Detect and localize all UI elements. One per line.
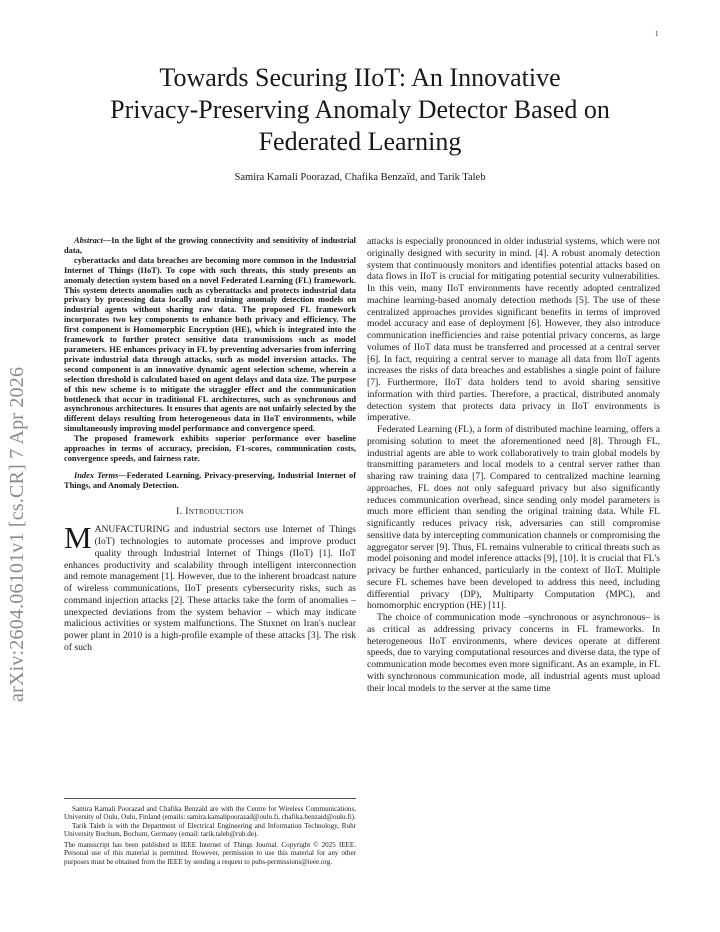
author-list: Samira Kamali Poorazad, Chafika Benzaïd, and Tarik Taleb [234,172,486,183]
abstract-text: —In the light of the growing connectivity and sensitivity of industrial data, [64,236,356,255]
left-column [64,236,356,654]
index-terms-label: Index Terms [74,470,119,480]
section-heading [64,507,356,519]
footnote-affiliation: Tarik Taleb is with the Department of Electrical Engineering and Information Technology, Ruhr University Bochum, Bochum, Germany (email: tarik.taleb@rub.de). [64,821,356,838]
abstract-text: cyberattacks and data breaches are becoming more common in the Industrial Internet of Things (IIoT). To cope with such threats, this study presents an anomaly detection system based on a novel Federated Learning (FL) framework. This system detects anomalies such as cyberattacks and protects industrial data privacy by processing data locally and training anomaly detection models on industrial agents without sharing raw data. The proposed FL framework incorporates two key components to enhance both privacy and efficiency. The first component is Homomorphic Encryption (HE), which is integrated into the framework to further protect sensitive data transmissions such as model parameters. HE enhances privacy in FL by preventing adversaries from inferring private industrial data through attacks, such as model inversion attacks. The second component is an innovative dynamic agent selection scheme, wherein a selection threshold is calculated based on agent delays and data size. The purpose of this new scheme is to mitigate the straggler effect and the communication bottleneck that occur in traditional FL architectures, such as synchronous and asynchronous architectures. It ensures that agents are not unfairly selected by the different delays resulting from heterogeneous data in IIoT environments, while simultaneously improving model performance and convergence speed. [64,255,356,434]
title-line: Privacy-Preserving Anomaly Detector Based on [110,95,610,124]
page-number: 1 [655,30,659,38]
intro-paragraph [64,520,356,653]
abstract-label: Abstract [74,236,103,245]
right-column [367,236,660,694]
abstract-text: The proposed framework exhibits superior performance over baseline approaches in terms of accuracy, precision, F1-scores, communication costs, convergence speeds, and fairness rate. [64,434,356,463]
abstract [64,236,356,464]
title-line: Towards Securing IIoT: An Innovative [159,63,561,92]
footnotes [64,798,356,866]
body-paragraph: attacks is especially pronounced in older industrial systems, which were not originally designed with security in mind. [4]. A robust anomaly detection system that continuously monitors and identifies potential attacks based on data flows in IIoT is crucial for mitigating potential security vulnerabilities. In this vein, many IIoT environments have recently adopted centralized machine learning-based anomaly detection methods [5]. The use of these centralized approaches provides significant benefits in terms of improved model accuracy and ease of deployment [6]. However, they also introduce communication inefficiencies and raise potential privacy concerns, as large volumes of IIoT data must be transferred and processed at a central server [6]. In fact, requiring a central server to manage all data from IIoT agents increases the risks of data breaches and establishes a single point of failure [7]. Furthermore, IIoT data holders tend to avoid sharing sensitive information with third parties. Therefore, a practical, distributed anomaly detection system that protects data privacy in IIoT environments is imperative. [367,236,660,424]
index-terms-text: —Federated Learning, Privacy-preserving, Industrial Internet of Things, and Anomaly Detection. [64,470,356,490]
section-numeral: I. [176,506,183,517]
arxiv-stamp: arXiv:2604.06101v1 [cs.CR] 7 Apr 2026 [6,366,28,702]
intro-text: ANUFACTURING and industrial sectors use Internet of Things (IoT) technologies to automate processes and improve product quality through Industrial Internet of Things (IIoT) [1]. IIoT enhances productivity and scalability through intelligent interconnection and remote management [1]. However, due to the inherent broadcast nature of wireless communications, IIoT presents cybersecurity risks, such as command injection attacks [2]. These attacks take the form of anomalies – unexpected deviations from the system behavior – which may indicate malicious activities or system malfunctions. The Stuxnet on Iran's nuclear power plant in 2010 is a high-profile example of these attacks [3]. The risk of such [64,524,356,653]
body-paragraph: The choice of communication mode –synchronous or asynchronous– is as critical as addressing privacy concerns in FL frameworks. In heterogeneous IIoT environments, where devices operate at different speeds, due to varying computational resources and diverse data, the type of communication mode becomes even more significant. As an example, in FL with synchronous communication mode, all industrial agents must upload their local models to the server at the same time [367,612,660,694]
title-line: Federated Learning [258,127,462,156]
section-title: Introduction [185,506,244,517]
footnote-copyright: The manuscript has been published in IEEE Internet of Things Journal. Copyright © 2025 IEEE. Personal use of this material is permitted. However, permission to use this material for any other purposes must be obtained from the IEEE by sending a request to pubs-permissions@ieee.org. [64,841,356,866]
body-paragraph: Federated Learning (FL), a form of distributed machine learning, offers a promising solution to meet the aforementioned need [8]. Through FL, industrial agents are able to work collaboratively to train global models by transmitting parameters and local models to a central server rather than sharing raw training data [7]. Compared to centralized machine learning approaches, FL does not only safeguard privacy but also significantly reduces communication overhead, since sending only model parameters is much more efficient than sending the original training data. While FL significantly reduces privacy risk, adversaries can still compromise sensitive data by intercepting communication channels or compromising the aggregator server [9]. Thus, FL remains vulnerable to critical threats such as model poisoning and model inference attacks [9], [10]. It is crucial that FL's privacy be further enhanced, particularly in the context of IIoT. Multiple secure FL schemes have been developed to address this need, including differential privacy (DP), Multiparty Computation (MPC), and homomorphic encryption (HE) [11]. [367,424,660,612]
drop-cap: M [64,520,92,556]
paper-title [70,62,650,158]
footnote-affiliation: Samira Kamali Poorazad and Chafika Benzaïd are with the Centre for Wireless Communications, University of Oulu, Oulu, Finland (emails: samira.kamalipoorazad@oulu.fi, chafika.benzaid@oulu.fi). [64,805,356,822]
index-terms [64,471,356,491]
